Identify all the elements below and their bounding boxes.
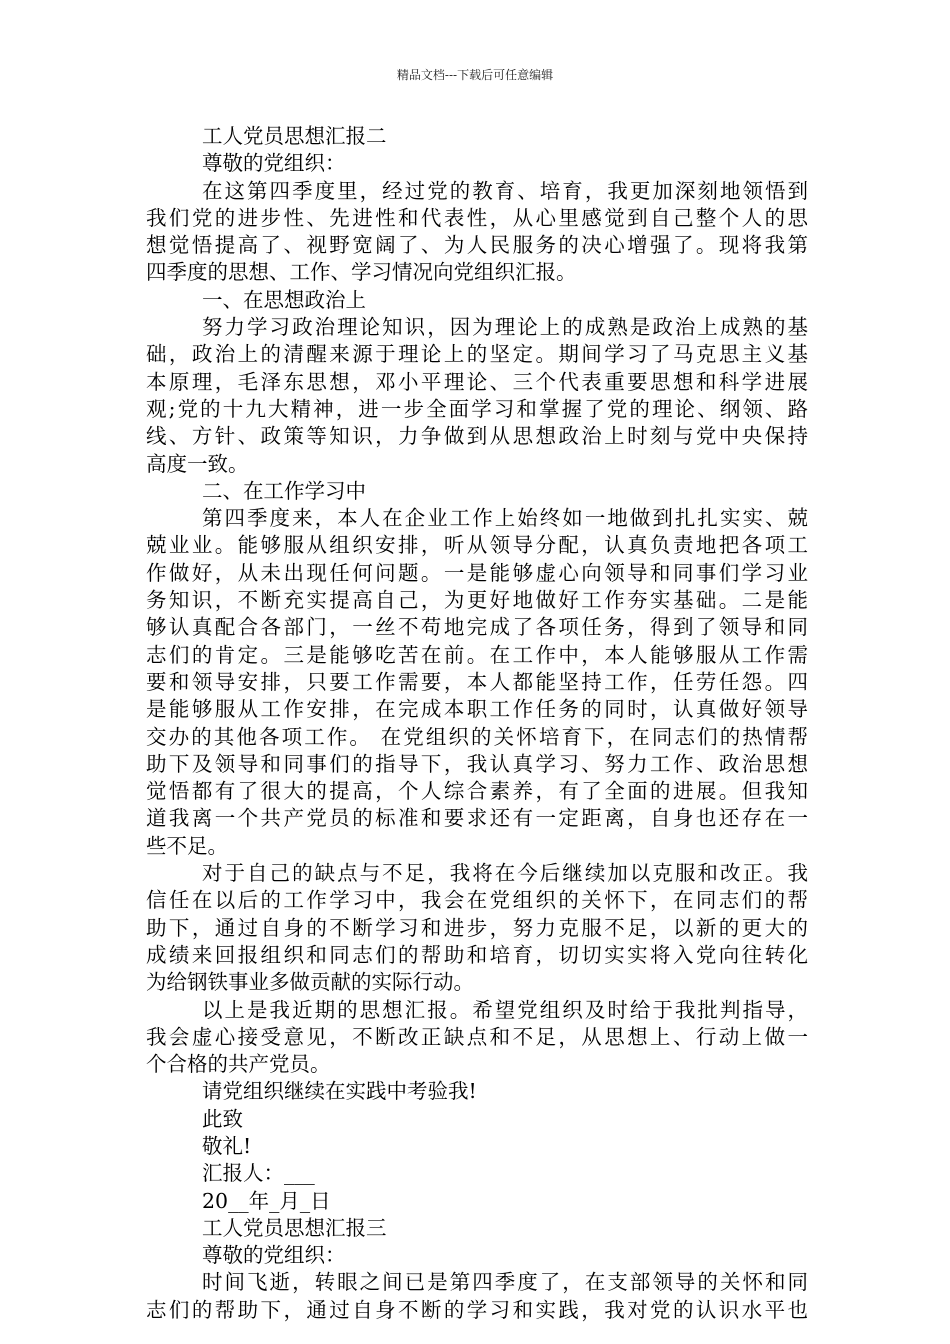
text-line: 此致: [202, 1106, 243, 1131]
text-line: 想觉悟提高了、视野宽阔了、为人民服务的决心增强了。现将我第: [146, 233, 808, 258]
text-line: 汇报人：___: [202, 1161, 315, 1186]
text-line: 志们的肯定。三是能够吃苦在前。在工作中，本人能够服从工作需: [146, 642, 808, 667]
text-line: 在这第四季度里，经过党的教育、培育，我更加深刻地领悟到: [202, 178, 808, 203]
text-line: 务知识，不断充实提高自己，为更好地做好工作夯实基础。二是能: [146, 588, 808, 613]
text-line: 我们党的进步性、先进性和代表性，从心里感觉到自己整个人的思: [146, 205, 808, 230]
text-line: 是能够服从工作安排，在完成本职工作任务的同时，认真做好领导: [146, 697, 808, 722]
text-line: 工人党员思想汇报二: [202, 124, 387, 148]
text-line: 努力学习政治理论知识，因为理论上的成熟是政治上成熟的基: [202, 315, 808, 340]
text-line: 成绩来回报组织和同志们的帮助和培育，切切实实将入党向往转化: [146, 942, 808, 967]
text-line: 助下及领导和同事们的指导下，我认真学习、努力工作、政治思想: [146, 751, 808, 776]
text-line: 兢业业。能够服从组织安排，听从领导分配，认真负责地把各项工: [146, 533, 808, 558]
text-line: 四季度的思想、工作、学习情况向党组织汇报。: [146, 260, 577, 285]
text-line: 一、在思想政治上: [202, 287, 366, 312]
text-line: 时间飞逝，转眼之间已是第四季度了，在支部领导的关怀和同: [202, 1270, 808, 1295]
text-line: 我会虚心接受意见，不断改正缺点和不足，从思想上、行动上做一: [146, 1024, 808, 1049]
text-line: 工人党员思想汇报三: [202, 1215, 387, 1240]
text-line: 要和领导安排，只要工作需要，本人都能坚持工作，任劳任怨。四: [146, 669, 808, 694]
text-line: 观;党的十九大精神，进一步全面学习和掌握了党的理论、纲领、路: [146, 396, 808, 421]
text-line: 个合格的共产党员。: [146, 1052, 331, 1077]
text-line: 第四季度来，本人在企业工作上始终如一地做到扎扎实实、兢: [202, 506, 808, 531]
text-line: 尊敬的党组织：: [202, 1243, 346, 1268]
text-line: 为给钢铁事业多做贡献的实际行动。: [146, 970, 474, 995]
text-line: 信任在以后的工作学习中，我会在党组织的关怀下，在同志们的帮: [146, 888, 808, 913]
text-line: 20__年_月_日: [202, 1188, 331, 1213]
text-line: 交办的其他各项工作。 在党组织的关怀培育下，在同志们的热情帮: [146, 724, 808, 749]
text-line: 作做好，从未出现任何问题。一是能够虚心向领导和同事们学习业: [146, 560, 808, 585]
text-line: 助下，通过自身的不断学习和进步，努力克服不足，以新的更大的: [146, 915, 808, 940]
text-line: 尊敬的党组织：: [202, 151, 346, 176]
text-line: 志们的帮助下，通过自身不断的学习和实践，我对党的认识水平也: [146, 1297, 808, 1322]
document-body: [146, 123, 808, 1324]
text-line: 以上是我近期的思想汇报。希望党组织及时给于我批判指导，: [202, 997, 808, 1022]
text-line: 些不足。: [146, 833, 228, 858]
text-line: 觉悟都有了很大的提高，个人综合素养，有了全面的进展。但我知: [146, 779, 808, 804]
text-line: 对于自己的缺点与不足，我将在今后继续加以克服和改正。我: [202, 861, 808, 886]
text-line: 二、在工作学习中: [202, 478, 366, 503]
text-line: 够认真配合各部门，一丝不苟地完成了各项任务，得到了领导和同: [146, 615, 808, 640]
text-line: 本原理，毛泽东思想，邓小平理论、三个代表重要思想和科学进展: [146, 369, 808, 394]
page-header: 精品文档---下载后可任意编辑: [396, 68, 554, 82]
text-line: 请党组织继续在实践中考验我!: [202, 1079, 477, 1104]
text-line: 高度一致。: [146, 451, 249, 476]
text-line: 线、方针、政策等知识，力争做到从思想政治上时刻与党中央保持: [146, 424, 808, 449]
text-line: 础，政治上的清醒来源于理论上的坚定。期间学习了马克思主义基: [146, 342, 808, 367]
text-line: 道我离一个共产党员的标准和要求还有一定距离，自身也还存在一: [146, 806, 808, 831]
text-line: 敬礼!: [202, 1133, 252, 1158]
